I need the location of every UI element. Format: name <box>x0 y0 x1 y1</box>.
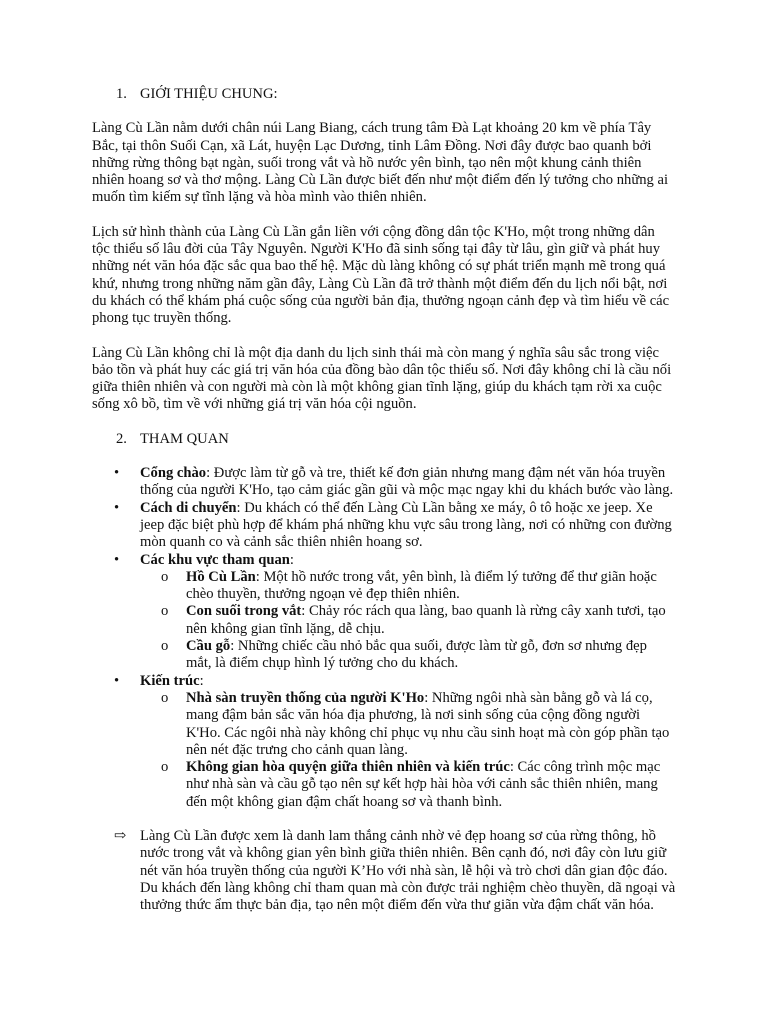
circle-bullet-icon: o <box>161 568 169 585</box>
item-term: Cách di chuyển <box>140 499 237 516</box>
areas-sublist <box>140 569 676 673</box>
list-item-transport <box>92 500 676 552</box>
circle-bullet-icon: o <box>161 689 169 706</box>
arrow-right-icon: ⇨ <box>114 827 127 844</box>
item-term: Cổng chào <box>140 465 207 482</box>
subitem-text: : Chảy róc rách qua làng, bao quanh là rừng cây xanh tươi, tạo nên không gian tĩnh lặng, dễ chịu. <box>186 603 666 637</box>
subitem-text: : Các công trình mộc mạc như nhà sàn và cầu gỗ tạo nên sự kết hợp hài hòa với cảnh sắc thiên nhiên, mang đến một không gian đậm chất hoang sơ và thanh bình. <box>186 759 661 810</box>
sublist-item-stilt-house <box>140 690 676 759</box>
sublist-item-lake <box>140 569 676 604</box>
list-item-areas <box>92 552 676 673</box>
bullet-icon: • <box>114 672 120 689</box>
architecture-sublist <box>140 690 676 811</box>
subitem-term: Nhà sàn truyền thống của người K'Ho <box>186 689 425 706</box>
list-item-gate <box>92 465 676 500</box>
item-term: Các khu vực tham quan <box>140 551 290 568</box>
section-2-number: 2. <box>116 430 127 447</box>
section-2-heading <box>116 431 676 448</box>
intro-paragraph-1: Làng Cù Lần nằm dưới chân núi Lang Biang, cách trung tâm Đà Lạt khoảng 20 km về phía Tây Bắc, tại thôn Suối Cạn, xã Lát, huyện Lạc Dương, tỉnh Lâm Đồng. Nơi đây được bao quanh bởi những rừng thông bạt ngàn, suối trong vắt và hồ nước yên bình, tạo nên một khung cảnh thiên nhiên hoang sơ và thơ mộng. Làng Cù Lần được biết đến như một điểm đến lý tưởng cho những ai muốn tìm kiếm sự tĩnh lặng và hòa mình vào thiên nhiên. <box>92 120 669 206</box>
section-2-title: THAM QUAN <box>140 430 229 447</box>
subitem-text: : Một hồ nước trong vắt, yên bình, là điểm lý tưởng để thư giãn hoặc chèo thuyền, thưởng ngoạn vẻ đẹp thiên nhiên. <box>186 568 657 603</box>
section-1-title: GIỚI THIỆU CHUNG: <box>140 86 278 102</box>
conclusion-paragraph <box>92 828 676 914</box>
sublist-item-harmony <box>140 759 676 811</box>
conclusion-text: Làng Cù Lần được xem là danh lam thắng cảnh nhờ vẻ đẹp hoang sơ của rừng thông, hồ nước trong vắt và không gian yên bình giữa thiên nhiên. Bên cạnh đó, nơi đây còn lưu giữ nét văn hóa truyền thống của người K’Ho với nhà sàn, lễ hội và trò chơi dân gian độc đáo. Du khách đến làng không chỉ tham quan mà còn được trải nghiệm chèo thuyền, dã ngoại và thưởng thức ẩm thực bản địa, tạo nên một điểm đến vừa thư giãn vừa đậm chất văn hóa. <box>140 827 676 914</box>
item-text: : Được làm từ gỗ và tre, thiết kế đơn giản nhưng mang đậm nét văn hóa truyền thống của người K'Ho, tạo cảm giác gần gũi và mộc mạc ngay khi du khách bước vào làng. <box>140 465 674 499</box>
item-term: Kiến trúc <box>140 672 200 689</box>
subitem-text: : Những chiếc cầu nhỏ bắc qua suối, được làm từ gỗ, đơn sơ nhưng đẹp mắt, là điểm chụp hình lý tưởng cho du khách. <box>186 638 647 672</box>
sublist-item-stream <box>140 603 676 638</box>
bullet-icon: • <box>114 465 120 482</box>
intro-paragraph-2: Lịch sử hình thành của Làng Cù Lần gắn liền với cộng đồng dân tộc K'Ho, một trong những dân tộc thiểu số lâu đời của Tây Nguyên. Người K'Ho đã sinh sống tại đây từ lâu, gìn giữ và phát huy những nét văn hóa đặc sắc qua bao thế hệ. Mặc dù làng không có sự phát triển mạnh mẽ trong quá khứ, nhưng trong những năm gần đây, Làng Cù Lần đã trở thành một điểm đến du lịch nổi bật, nơi du khách có thể khám phá cuộc sống của người bản địa, thưởng ngoạn cảnh đẹp và tìm hiểu về các phong tục truyền thống. <box>92 223 670 327</box>
bullet-icon: • <box>114 499 120 516</box>
list-item-architecture <box>92 673 676 811</box>
subitem-term: Con suối trong vắt <box>186 603 302 620</box>
sublist-item-bridge <box>140 638 676 673</box>
circle-bullet-icon: o <box>161 759 169 776</box>
item-text: : <box>289 551 294 568</box>
subitem-term: Hồ Cù Lần <box>186 568 256 585</box>
bullet-icon: • <box>114 551 120 568</box>
item-text: : <box>199 672 204 689</box>
subitem-term: Cầu gỗ <box>186 638 231 655</box>
section-1-number: 1. <box>116 86 127 102</box>
item-text: : Du khách có thể đến Làng Cù Lần bằng xe máy, ô tô hoặc xe jeep. Xe jeep đặc biệt phù hợp để khám phá những khu vực sâu trong làng, nơi có những con đường mòn quanh co và cảnh sắc thiên nhiên hoang sơ. <box>140 499 672 551</box>
attractions-list <box>92 465 676 811</box>
circle-bullet-icon: o <box>161 603 169 620</box>
section-1-heading <box>116 86 676 103</box>
subitem-text: : Những ngôi nhà sàn bằng gỗ và lá cọ, mang đậm bản sắc văn hóa địa phương, là nơi sinh sống của cộng đồng người K'Ho. Các ngôi nhà này không chỉ phục vụ nhu cầu sinh hoạt mà còn góp phần tạo nên nét đặc trưng cho cảnh quan làng. <box>186 689 670 758</box>
subitem-term: Không gian hòa quyện giữa thiên nhiên và kiến trúc <box>186 759 510 776</box>
intro-paragraph-3: Làng Cù Lần không chỉ là một địa danh du lịch sinh thái mà còn mang ý nghĩa sâu sắc trong việc bảo tồn và phát huy các giá trị văn hóa của đồng bào dân tộc thiểu số. Nơi đây không chỉ là cầu nối giữa thiên nhiên và con người mà còn là một không gian tĩnh lặng, giúp du khách tạm rời xa cuộc sống xô bồ, tìm về với những giá trị văn hóa cội nguồn. <box>92 344 672 413</box>
circle-bullet-icon: o <box>161 638 169 655</box>
